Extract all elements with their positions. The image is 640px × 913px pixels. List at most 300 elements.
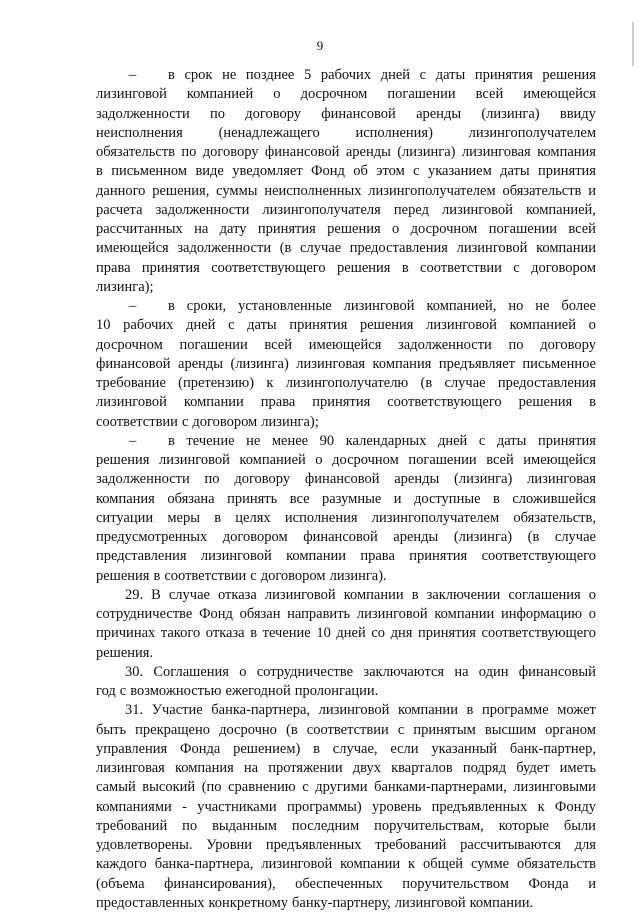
word: В [151,586,161,603]
word: ввиду [559,105,596,122]
word: досрочном [300,86,368,103]
word: обязательств [96,144,175,160]
word: договором [531,259,596,276]
word: предусмотренных [96,529,208,545]
word: решением) [233,740,301,757]
text-line [96,297,596,316]
text-line [96,201,596,220]
word: банками-партнерами, [374,779,507,796]
text-line [96,85,596,104]
word: предоставления [497,375,596,391]
word: прекращено [135,721,210,738]
word: финансирования), [164,875,276,892]
word: поручительствам, [374,817,484,834]
word: 29. [125,586,144,603]
text-line [96,798,596,817]
word: компании [343,586,404,603]
word: имеющейся [523,452,596,468]
text-line [96,894,596,913]
word: соответствии [306,721,389,738]
word: лизинга). [329,567,387,584]
text-line [96,701,596,720]
word: лизингополучателя [262,201,381,218]
word: может [557,702,596,719]
word: (в [279,240,292,257]
word: компании [536,240,596,257]
word: решения [359,317,414,334]
word: 30. [125,663,144,680]
word: обязан [239,606,281,622]
word: финансовой [264,144,340,160]
word: рабочих [320,67,372,83]
word: лизинговой [264,586,336,603]
text-line [96,740,596,759]
word: к [537,798,545,815]
word: задолженности [96,105,190,122]
word: задолженности [398,336,492,353]
word: письменное [522,355,596,372]
word: (ненадлежащего [218,124,320,141]
word: к [408,856,416,873]
word: указанный [431,740,498,757]
word: даты [496,432,527,449]
list-dash: – [129,67,137,83]
word: досрочном [96,336,163,353]
word: лизинговой [159,452,230,468]
word: расчета [96,201,143,218]
word: компании [398,702,458,719]
word: лизинговой [356,606,428,622]
word: банку-партнеру, [292,894,391,911]
word: случае [554,529,596,545]
word: в [411,586,419,603]
word: уведомляет [232,163,303,180]
text-line [96,393,596,412]
word: позднее [245,67,295,83]
word: банк-партнер, [509,740,596,757]
word: по [210,105,226,122]
word: решения [96,567,150,584]
word: соответствующего [481,548,596,565]
word: 5 [303,67,312,83]
text-line [96,528,596,547]
word: компанией [239,452,306,468]
word: по [181,144,197,160]
word: один [478,663,509,680]
word: выданным [212,817,277,834]
word: принятия [417,625,476,642]
word: рабочих [123,317,174,334]
word: финансовый [518,663,596,680]
word: органом [545,721,596,738]
text-line [96,855,596,874]
word: Участие [151,702,203,719]
text-line [96,817,596,836]
word: подряд [462,760,507,776]
word: задолженности [96,471,190,488]
word: лизингополучателем [468,124,596,141]
text-line [96,567,596,586]
word: двух [352,760,381,776]
word: компании [183,394,244,411]
word: компании [340,856,401,873]
word: лизинга); [261,413,319,430]
word: лизинговой [426,317,497,334]
word: лизинговой [200,548,272,565]
word: ежегодной [225,683,291,699]
word: (претензию) [178,375,255,391]
word: более [561,298,596,314]
word: договору [202,144,259,160]
word: (лизинга) [397,144,456,160]
word: принятым [413,721,476,738]
word: в [466,702,474,719]
word: не [222,67,237,83]
word: компанией, [525,201,596,218]
word: (в [527,529,540,545]
word: о [239,663,247,680]
word: соответствующего [387,394,502,411]
word: с [513,259,520,276]
word: течение [186,432,235,449]
word: с [478,432,486,449]
word: погашении [408,452,477,468]
word: поручительством [402,875,509,892]
word: решения [336,259,391,276]
text-line [96,162,596,181]
word: о [588,586,596,603]
text-line [96,316,596,335]
page-number: 9 [316,38,324,53]
word: лизинга); [96,278,154,295]
word: данного [96,182,146,199]
text-line [96,413,596,432]
word: отказа [217,586,257,603]
word: с [397,721,405,738]
word: Соглашения [153,663,229,680]
word: неисполнения [96,124,183,141]
word: предоставления [349,240,448,257]
word: удовлетворены. [96,837,193,853]
word: лизинговой [96,394,167,411]
word: лизинговая [96,760,165,776]
word: всей [486,452,514,468]
word: досрочном [410,221,478,237]
word: и [588,182,596,199]
word: - [182,798,187,815]
word: направить [287,606,351,622]
word: обязательств, [513,509,596,526]
word: решения [518,394,573,411]
word: программе [481,702,549,719]
text-line [96,586,596,605]
word: лизинговыми [513,779,596,796]
word: лизинговая [296,355,366,372]
word: компанией [186,86,254,103]
text-line [96,259,596,278]
word: доступные [413,490,481,507]
word: погашении [488,221,557,237]
word: финансовой [304,471,380,488]
word: имеющейся [96,240,169,257]
word: принять [227,490,278,507]
word: дней [336,625,366,642]
word: о [588,317,596,334]
word: компанией, [426,298,497,314]
word: указанием [427,163,492,180]
word: пролонгации. [294,683,379,699]
word: (по [201,779,222,796]
word: компаниями [96,798,172,815]
word: не [535,298,550,314]
word: дней [437,432,468,449]
word: (лизинга) [481,105,540,122]
word: аренды [393,529,439,545]
word: соответствующего [211,259,326,276]
word: права [96,259,131,276]
word: предъявленных [431,798,528,815]
word: случае, [332,740,378,757]
word: предъявленных [265,837,362,853]
word: компания [372,355,432,372]
text-line [96,355,596,374]
word: на [243,760,259,776]
text-line [96,778,596,797]
word: участниками [197,798,277,815]
word: если [390,740,419,757]
word: с [419,67,427,83]
word: сроки, [186,298,227,314]
text-line [96,490,596,509]
word: задолженности [155,201,250,218]
word: о [588,606,596,622]
word: соглашения [508,586,581,603]
word: будет [516,760,550,776]
word: договором [260,567,326,584]
word: с [250,567,257,584]
word: досрочно [219,721,277,738]
word: кварталов [391,760,453,776]
word: такого [160,625,201,642]
word: меры [167,509,200,526]
word: принятия [538,163,596,180]
word: лизингополучателем [371,509,500,526]
word: к [266,375,274,391]
word: перед [393,201,429,218]
text-line [96,220,596,239]
word: управления [96,740,168,757]
text-line [96,278,596,297]
word: права [360,548,395,565]
word: решения [96,452,150,468]
word: сложившейся [512,490,596,507]
word: о [392,221,400,237]
word: неисполненных [264,182,362,199]
word: принятия [537,432,596,449]
word: другими [315,779,368,796]
word: соответствии [420,259,502,276]
word: погашении [179,336,248,353]
text-line [96,66,596,85]
word: в [589,394,596,411]
word: случае [300,240,342,257]
word: обеспеченных [295,875,383,892]
word: имеющейся [523,86,596,103]
word: с [181,413,189,430]
word: всей [568,221,596,237]
text-line [96,624,596,643]
word: были [563,817,596,834]
word: соответствии [164,567,247,584]
word: лизингополучателем [368,182,496,199]
word: аренды [178,355,224,372]
word: принятия [289,317,348,334]
word: Фонд [311,163,345,180]
word: лизинговой [343,298,415,314]
word: в [492,490,500,507]
word: имеющейся [308,336,382,353]
word: сравнению [228,779,296,796]
text-line [96,432,596,451]
word: которые [498,817,549,834]
word: информацию [501,606,583,622]
word: в [401,259,409,276]
word: 31. [125,702,144,719]
word: договором [192,413,258,430]
word: не [246,432,261,449]
word: в [313,740,320,757]
word: права [260,394,296,411]
word: компанией [509,317,576,334]
word: целях [235,509,271,526]
word: (в [420,375,433,391]
word: требование [96,375,166,391]
text-line [96,509,596,528]
word: компания [96,490,155,507]
word: принятия [257,221,316,237]
word: причинах [96,625,156,642]
word: 10 [316,625,331,642]
word: быть [96,721,127,738]
word: лизинговая [527,471,596,488]
word: сотрудничестве [96,606,193,622]
word: обязана [167,490,215,507]
word: сотрудничестве [256,663,354,680]
word: 10 [96,317,111,334]
word: лизинговой [456,240,528,257]
word: рассчитанных [96,221,183,237]
document-body [96,66,596,913]
word: календарных [345,432,427,449]
word: 90 [319,432,335,449]
word: по [508,336,524,353]
word: принятия [141,259,200,276]
word: по [182,817,198,834]
word: дней [186,317,216,334]
word: и [588,875,596,892]
word: менее [271,432,309,449]
text-line [96,239,596,258]
word: даты [435,67,466,83]
word: договором [222,529,288,545]
text-line [96,721,596,740]
text-line [96,143,596,162]
word: лизингополучателю [285,375,409,391]
word: исполнения [284,509,358,526]
word: решения, [152,182,210,199]
word: и [393,490,402,507]
word: с [413,163,420,180]
word: обязательств [502,182,582,199]
word: финансовой [96,355,171,372]
word: Уровни [206,837,253,853]
word: аренды [394,471,440,488]
word: договору [234,471,291,488]
word: течение [262,625,311,642]
word: лизинговой [96,86,167,103]
word: о [315,452,323,468]
word: иметь [559,760,596,776]
word: требований [375,837,447,853]
word: принятия [474,67,533,83]
word: письменном [111,163,188,180]
word: со [371,625,386,642]
word: обязательств [517,856,596,873]
word: этом [376,163,405,180]
word: лизинговой [261,856,333,873]
word: даты [500,163,530,180]
text-line [96,336,596,355]
word: (лизинга) [454,471,513,488]
word: последним [291,817,360,834]
word: (лизинга) [453,529,513,545]
text-line [96,759,596,778]
word: высшим [484,721,537,738]
word: дней [380,67,411,83]
word: срок [184,67,213,83]
word: (объема [96,875,145,892]
word: в [153,567,161,584]
word: Фонд [199,606,233,622]
text-line [96,875,596,894]
text-line [96,682,596,701]
word: финансовой [321,105,396,122]
text-line [96,105,596,124]
word: компании [434,606,495,622]
word: аренды [345,144,391,160]
word: лизинговой [442,201,513,218]
word: в [168,298,175,314]
word: случае [168,586,210,603]
word: разумные [321,490,382,507]
word: лизинговой [318,702,390,719]
word: (лизинга) [230,355,289,372]
word: Фонду [554,798,596,815]
word: отказа [205,625,245,642]
text-line [96,605,596,624]
word: виде [195,163,224,180]
word: соответствии [96,413,178,430]
word: Фонда [528,875,569,892]
word: установленные [238,298,332,314]
word: заключаются [363,663,445,680]
word: решения [327,221,381,237]
text-line [96,644,596,663]
word: в [96,163,103,180]
word: представления [96,548,187,565]
word: в [250,625,258,642]
word: банка-партнера, [211,702,311,719]
